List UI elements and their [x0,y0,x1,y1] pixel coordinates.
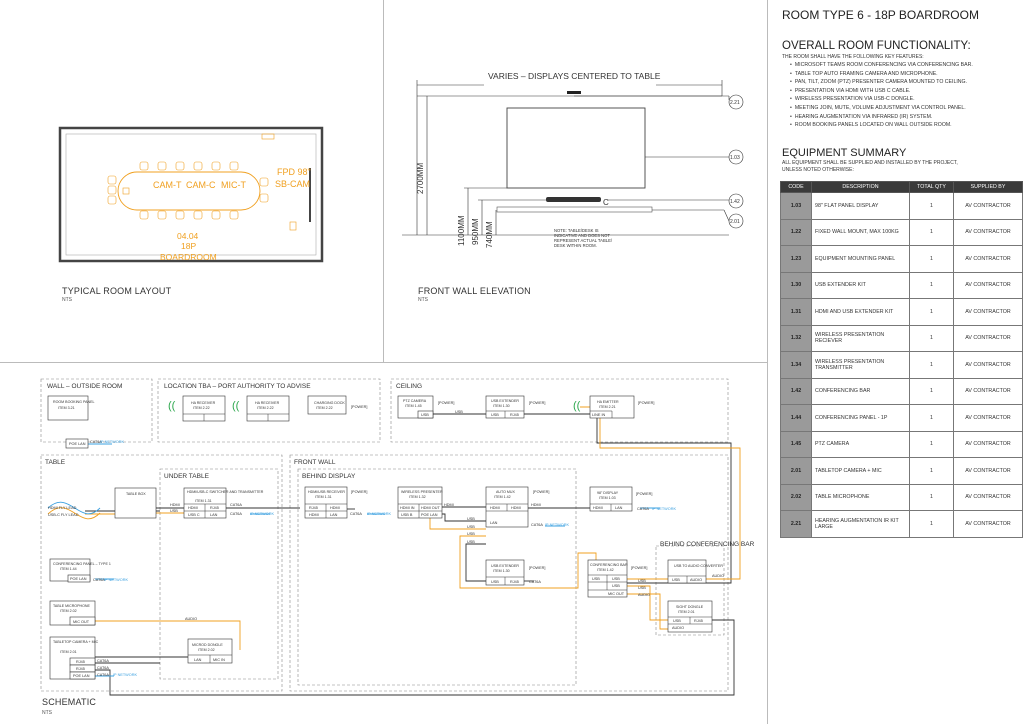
table-row [781,219,1023,246]
svg-text:MIC OUT: MIC OUT [608,592,625,596]
cell-sup: AV CONTRACTOR [954,246,1023,273]
svg-text:[POWER]: [POWER] [529,401,546,405]
svg-text:MIC OUT: MIC OUT [73,620,90,624]
svg-text:ITEM 1.42: ITEM 1.42 [597,568,614,572]
svg-text:IP NETWORK: IP NETWORK [545,523,569,527]
svg-text:ITEM 2.01: ITEM 2.01 [678,610,695,614]
cell-qty: 1 [910,193,954,220]
svg-text:RJ45: RJ45 [510,580,519,584]
svg-text:CHARGING DOCK: CHARGING DOCK [314,401,345,405]
header-supplier: SUPPLIED BY [954,182,1023,193]
svg-text:CAT6A: CAT6A [637,507,649,511]
cell-code: 1.34 [781,352,812,379]
svg-text:HDMI OUT: HDMI OUT [421,506,440,510]
table-row [781,431,1023,458]
svg-text:ITEM 2.22: ITEM 2.22 [193,406,210,410]
cell-code: 1.23 [781,246,812,273]
cell-desc: WIRELESS PRESENTATION RECIEVER [812,325,910,352]
svg-text:CAT6A: CAT6A [529,580,541,584]
header-qty: TOTAL QTY [910,182,954,193]
height-740: 740MM [485,221,494,248]
svg-text:LAN: LAN [194,658,202,662]
elevation-title: FRONT WALL ELEVATION [418,286,531,296]
table-row [781,325,1023,352]
svg-text:LINE IN: LINE IN [592,413,606,417]
list-item: • ROOM BOOKING PANELS LOCATED ON WALL OUTSIDE ROOM. [790,121,973,130]
svg-text:USB: USB [491,580,499,584]
svg-text:AUDIO: AUDIO [185,617,198,621]
svg-text:HDMI: HDMI [444,503,454,507]
list-item: • PRESENTATION VIA HDMI WITH USB C CABLE. [790,87,973,96]
cell-desc: WIRELESS PRESENTATION TRANSMITTER [812,352,910,379]
svg-text:USB: USB [467,517,475,521]
svg-text:USB: USB [612,577,620,581]
svg-text:INDICATIVE AND DOES NOT: INDICATIVE AND DOES NOT [554,233,610,238]
cell-sup: AV CONTRACTOR [954,193,1023,220]
fpd-label: FPD 98" [277,167,311,177]
cell-code: 1.30 [781,272,812,299]
svg-text:CAT6A: CAT6A [230,512,242,516]
svg-text:IP NETWORK: IP NETWORK [100,440,124,444]
svg-text:ITEM 1.31: ITEM 1.31 [195,499,212,503]
schematic-scale: NTS [42,710,52,716]
sb-cam-label: SB-CAM [275,179,311,189]
svg-text:REPRESENT ACTUAL TABLE/: REPRESENT ACTUAL TABLE/ [554,238,613,243]
charging-dock [308,396,367,414]
svg-text:ITEM 1.30: ITEM 1.30 [493,404,510,408]
cell-qty: 1 [910,511,954,538]
svg-text:CONFERENCING PANEL – TYPE 1: CONFERENCING PANEL – TYPE 1 [53,562,111,566]
elevation-drawing [384,0,767,362]
svg-text:AUDIO: AUDIO [712,574,725,578]
height-1100: 1100MM [457,215,466,246]
svg-text:USB B: USB B [401,513,413,517]
boardroom-table [118,172,260,210]
svg-text:DESK WITHIN ROOM.: DESK WITHIN ROOM. [554,243,597,248]
svg-text:CAT6A: CAT6A [97,666,109,670]
cell-code: 1.03 [781,193,812,220]
svg-text:USB: USB [592,577,600,581]
svg-text:[POWER]: [POWER] [351,490,368,494]
table-row [781,458,1023,485]
cell-desc: HEARING AUGMENTATION IR KIT LARGE [812,511,910,538]
cell-code: 1.45 [781,431,812,458]
svg-text:RJ45: RJ45 [510,413,519,417]
tag-1-03: 1.03 [730,155,740,161]
svg-text:MICROD DONGLE: MICROD DONGLE [192,643,223,647]
svg-text:HDMI: HDMI [309,513,319,517]
cell-sup: AV CONTRACTOR [954,484,1023,511]
cell-code: 2.02 [781,484,812,511]
equipment-rows [781,193,1023,538]
svg-text:HDMI IN: HDMI IN [400,506,415,510]
functionality-list [790,61,973,130]
tag-1-42: 1.42 [730,199,740,205]
room-layout-drawing [0,0,383,362]
table-row [781,484,1023,511]
svg-text:ITEM 1.45: ITEM 1.45 [405,404,422,408]
svg-text:IP NETWORK: IP NETWORK [367,512,391,516]
svg-text:IP NETWORK: IP NETWORK [652,507,676,511]
tabletop-camera-mic [50,637,99,679]
svg-text:LAN: LAN [210,513,218,517]
svg-text:HDMI: HDMI [188,506,198,510]
equipment-title: EQUIPMENT SUMMARY [782,147,907,159]
zone-table-label: TABLE [45,459,66,466]
svg-text:POE LAN: POE LAN [421,513,438,517]
zone-ceiling [391,379,728,442]
conferencing-panel [50,559,128,582]
svg-text:IP NETWORK: IP NETWORK [104,578,128,582]
cell-code: 1.44 [781,405,812,432]
svg-text:IP NETWORK: IP NETWORK [250,512,274,516]
svg-text:POE LAN: POE LAN [73,674,90,678]
svg-text:ITEM 1.42: ITEM 1.42 [494,495,511,499]
zone-front-wall-label: FRONT WALL [294,459,336,466]
svg-text:HDMI: HDMI [531,503,541,507]
cam-t-label: CAM-T [153,180,182,190]
schematic-drawing [0,363,767,724]
cell-qty: 1 [910,299,954,326]
svg-text:CAT6A: CAT6A [230,503,242,507]
svg-text:USB EXTENDER: USB EXTENDER [491,564,519,568]
svg-text:POE LAN: POE LAN [69,442,86,446]
cell-code: 1.32 [781,325,812,352]
table-microphone [50,601,95,625]
cell-code: 2.21 [781,511,812,538]
table-row [781,299,1023,326]
cell-qty: 1 [910,458,954,485]
functionality-title: OVERALL ROOM FUNCTIONALITY: [782,40,971,52]
svg-text:ITEM 2.21: ITEM 2.21 [599,405,616,409]
svg-text:USB: USB [638,579,646,583]
svg-text:RJ45: RJ45 [309,506,318,510]
auto-mux [486,487,528,527]
svg-text:PTZ CAMERA: PTZ CAMERA [403,399,427,403]
svg-text:WIRELESS PRESENTER: WIRELESS PRESENTER [401,490,443,494]
cell-qty: 1 [910,405,954,432]
svg-text:CONFERENCING BAR: CONFERENCING BAR [590,563,628,567]
cell-code: 1.31 [781,299,812,326]
cell-qty: 1 [910,378,954,405]
table-row [781,378,1023,405]
svg-text:HDMI/USB-C SWITCHER AND TRANSM: HDMI/USB-C SWITCHER AND TRANSMITTER [187,490,264,494]
svg-text:C: C [603,198,609,207]
cell-desc: CONFERENCING PANEL - 1P [812,405,910,432]
svg-text:USB: USB [612,584,620,588]
wireless-presenter [398,487,443,518]
svg-text:ITEM 2.01: ITEM 2.01 [60,650,77,654]
cell-desc: USB EXTENDER KIT [812,272,910,299]
svg-text:LAN: LAN [490,521,498,525]
width-dim-label: VARIES – DISPLAYS CENTERED TO TABLE [488,71,661,81]
display-98 [590,487,632,511]
svg-text:HDMI: HDMI [170,503,180,507]
cell-qty: 1 [910,352,954,379]
svg-text:CAT6A: CAT6A [531,523,543,527]
table-row [781,272,1023,299]
svg-text:USB: USB [467,540,475,544]
hdmi-usb-receiver [305,487,347,518]
divider [767,0,768,724]
svg-text:98" DISPLAY: 98" DISPLAY [597,491,619,495]
cell-desc: TABLETOP CAMERA + MIC [812,458,910,485]
zone-wall-outside-label: WALL – OUTSIDE ROOM [47,383,123,390]
equipment-intro: ALL EQUIPMENT SHALL BE SUPPLIED AND INSTALLED BY THE PROJECT, UNLESS NOTED OTHERWISE: [782,160,958,173]
schematic-title: SCHEMATIC [42,697,97,707]
cell-desc: FIXED WALL MOUNT, MAX 100KG [812,219,910,246]
ha-receiver-2 [232,396,289,421]
cell-qty: 1 [910,325,954,352]
zone-location-tba-label: LOCATION TBA – PORT AUTHORITY TO ADVISE [164,383,311,390]
svg-text:RJ45: RJ45 [76,660,85,664]
table-row [781,352,1023,379]
svg-text:LAN: LAN [615,506,623,510]
cell-sup: AV CONTRACTOR [954,325,1023,352]
svg-text:CAT6A: CAT6A [350,512,362,516]
svg-text:ITEM 1.32: ITEM 1.32 [409,495,426,499]
svg-text:[POWER]: [POWER] [351,405,368,409]
header-code: CODE [781,182,812,193]
svg-text:ITEM 2.02: ITEM 2.02 [198,648,215,652]
svg-text:USB: USB [467,532,475,536]
micro-dongle [188,639,232,663]
svg-text:CAT6A: CAT6A [97,659,109,663]
svg-text:ITEM 1.44: ITEM 1.44 [60,567,77,571]
table-row [781,246,1023,273]
cell-desc: CONFERENCING BAR [812,378,910,405]
tag-2-01: 2.01 [730,219,740,225]
hdmi-fly-lead: HDMI FLY LEAD [48,506,77,510]
cell-sup: AV CONTRACTOR [954,511,1023,538]
svg-text:CAT6A: CAT6A [93,578,105,582]
svg-text:HDMI: HDMI [330,506,340,510]
svg-text:USB: USB [638,586,646,590]
room-name: BOARDROOM [160,252,217,262]
list-item: • TABLE TOP AUTO FRAMING CAMERA AND MICROPHONE. [790,70,973,79]
layout-title: TYPICAL ROOM LAYOUT [62,286,172,296]
ha-receiver-1 [168,396,225,421]
sight-dongle [668,601,712,632]
svg-text:USB: USB [455,410,463,414]
svg-text:AUDIO: AUDIO [690,578,703,582]
header-description: DESCRIPTION [812,182,910,193]
table-row [781,511,1023,538]
svg-text:ITEM 2.22: ITEM 2.22 [257,406,274,410]
wireless-icon: (( [573,400,581,412]
svg-text:IP NETWORK: IP NETWORK [113,673,137,677]
svg-text:ITEM 2.22: ITEM 2.22 [316,406,333,410]
cell-sup: AV CONTRACTOR [954,272,1023,299]
list-item: • WIRELESS PRESENTATION VIA USB-C DONGLE. [790,95,973,104]
svg-text:[POWER]: [POWER] [529,566,546,570]
height-2700: 2700MM [416,162,425,194]
svg-text:HA RECEIVER: HA RECEIVER [255,401,280,405]
svg-text:USB: USB [491,413,499,417]
table-row [781,193,1023,220]
svg-text:NOTE: TABLE/DESK IS: NOTE: TABLE/DESK IS [554,228,599,233]
svg-text:RJ45: RJ45 [76,667,85,671]
svg-text:AUDIO: AUDIO [672,626,685,630]
zone-behind-display-label: BEHIND DISPLAY [302,473,356,480]
svg-text:ITEM 1.03: ITEM 1.03 [599,496,616,500]
cell-sup: AV CONTRACTOR [954,431,1023,458]
tag-2-21: 2.21 [730,100,740,106]
cell-code: 1.42 [781,378,812,405]
svg-text:ITEM 1.30: ITEM 1.30 [493,569,510,573]
cell-sup: AV CONTRACTOR [954,458,1023,485]
cell-sup: AV CONTRACTOR [954,405,1023,432]
cell-qty: 1 [910,272,954,299]
sheet-title: ROOM TYPE 6 - 18P BOARDROOM [782,8,979,22]
svg-text:RJ45: RJ45 [210,506,219,510]
svg-text:HDMI/USB RECEIVER: HDMI/USB RECEIVER [308,490,345,494]
svg-text:HDMI: HDMI [511,506,521,510]
cell-desc: HDMI AND USB EXTENDER KIT [812,299,910,326]
cell-sup: AV CONTRACTOR [954,219,1023,246]
cell-code: 1.22 [781,219,812,246]
svg-text:AUTO MUX: AUTO MUX [496,490,515,494]
cell-sup: AV CONTRACTOR [954,352,1023,379]
svg-text:TABLE BOX: TABLE BOX [126,492,146,496]
svg-text:USB TO AUDIO CONVERTER: USB TO AUDIO CONVERTER [674,564,723,568]
cam-c-label: CAM-C [186,180,216,190]
svg-text:AUDIO: AUDIO [638,593,651,597]
svg-text:[POWER]: [POWER] [638,401,655,405]
svg-text:CAT6A: CAT6A [90,440,102,444]
zone-behind-bar-label: BEHIND CONFERENCING BAR [660,541,755,548]
elevation-note [554,228,613,248]
layout-scale: NTS [62,297,72,303]
mic-t-label: MIC-T [221,180,246,190]
cell-desc: PTZ CAMERA [812,431,910,458]
room-booking-panel [48,396,124,448]
svg-text:HA EMITTER: HA EMITTER [597,400,619,404]
svg-text:MIC IN: MIC IN [213,658,225,662]
zone-ceiling-label: CEILING [396,383,423,390]
table-row [781,405,1023,432]
usb-to-audio-converter [668,560,723,583]
svg-text:USB C: USB C [188,513,200,517]
room-capacity: 18P [181,241,197,251]
wireless-icon: (( [232,400,240,412]
zone-under-table-label: UNDER TABLE [164,473,209,480]
usbc-fly-lead: USB-C FLY LEAD [48,513,79,517]
svg-text:HA RECEIVER: HA RECEIVER [191,401,216,405]
cell-desc: 98" FLAT PANEL DISPLAY [812,193,910,220]
svg-text:SIGHT DONGLE: SIGHT DONGLE [676,605,704,609]
svg-text:ITEM 2.02: ITEM 2.02 [60,609,77,613]
svg-text:ROOM BOOKING PANEL: ROOM BOOKING PANEL [53,400,95,404]
cell-qty: 1 [910,246,954,273]
wireless-icon: (( [168,400,176,412]
svg-text:HDMI: HDMI [593,506,603,510]
cell-qty: 1 [910,484,954,511]
cell-code: 2.01 [781,458,812,485]
cell-sup: AV CONTRACTOR [954,378,1023,405]
cell-desc: EQUIPMENT MOUNTING PANEL [812,246,910,273]
svg-text:POE LAN: POE LAN [70,577,87,581]
usb-extender-ceiling [486,396,545,418]
svg-text:ITEM 3.21: ITEM 3.21 [58,406,75,410]
cell-sup: AV CONTRACTOR [954,299,1023,326]
svg-text:ITEM 1.31: ITEM 1.31 [315,495,332,499]
ptz-camera [398,396,463,418]
list-item: • HEARING AUGMENTATION VIA INFRARED (IR) SYSTEM. [790,113,973,122]
svg-text:[POWER]: [POWER] [636,492,653,496]
svg-text:HDMI: HDMI [490,506,500,510]
room-number: 04.04 [177,231,199,241]
svg-text:CAT6A: CAT6A [97,673,109,677]
cell-qty: 1 [910,431,954,458]
conferencing-bar [546,197,601,202]
conferencing-bar-device [588,560,628,597]
equipment-table [780,181,1023,538]
svg-text:TABLE MICROPHONE: TABLE MICROPHONE [53,604,90,608]
height-950: 950MM [471,218,480,245]
svg-text:USB: USB [170,509,178,513]
svg-text:[POWER]: [POWER] [631,566,648,570]
list-item: • PAN, TILT, ZOOM (PTZ) PRESENTER CAMERA MOUNTED TO CEILING. [790,78,973,87]
svg-text:USB: USB [467,525,475,529]
elevation-scale: NTS [418,297,428,303]
svg-text:USB: USB [673,619,681,623]
functionality-intro: THE ROOM SHALL HAVE THE FOLLOWING KEY FEATURES: [782,54,924,60]
usb-extender-display [486,560,524,585]
svg-text:USB: USB [672,578,680,582]
svg-text:USB: USB [421,413,429,417]
svg-text:[POWER]: [POWER] [533,490,550,494]
svg-text:[POWER]: [POWER] [438,401,455,405]
cell-desc: TABLE MICROPHONE [812,484,910,511]
list-item: • MICROSOFT TEAMS ROOM CONFERENCING VIA CONFERENCING BAR. [790,61,973,70]
svg-text:USB EXTENDER: USB EXTENDER [491,399,519,403]
svg-text:TABLETOP CAMERA + MIC: TABLETOP CAMERA + MIC [53,640,99,644]
list-item: • MEETING JOIN, MUTE, VOLUME ADJUSTMENT VIA CONTROL PANEL. [790,104,973,113]
svg-text:LAN: LAN [330,513,338,517]
cell-qty: 1 [910,219,954,246]
svg-text:RJ45: RJ45 [694,619,703,623]
